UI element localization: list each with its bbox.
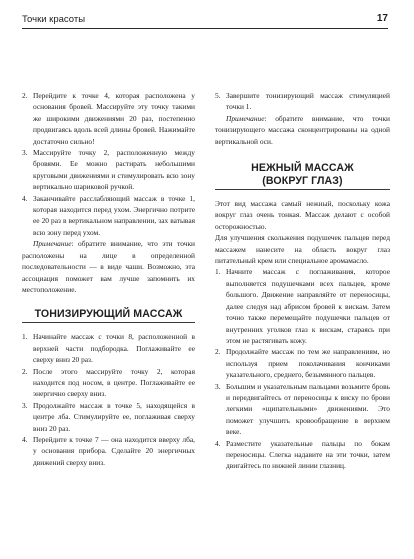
step-number: 2. (215, 347, 221, 357)
list-item (22, 147, 195, 193)
note-paragraph (215, 113, 390, 147)
relaxing-massage-steps-continued (22, 90, 195, 238)
toning-massage-steps-continued (215, 90, 390, 113)
gentle-massage-steps (215, 266, 390, 471)
step-number: 5. (215, 91, 221, 100)
step-text: После этого массируйте точку 2, которая находится под носом, в центре. Поглаживайте ее энергично сверху вниз. (33, 366, 195, 399)
step-number: 3. (22, 400, 28, 410)
step-number: 3. (22, 148, 28, 158)
list-item (215, 346, 390, 380)
list-item (22, 90, 195, 147)
step-number: 4. (22, 193, 28, 203)
step-number: 1. (215, 267, 221, 277)
heading-line: НЕЖНЫЙ МАССАЖ (251, 162, 354, 175)
step-number: 2. (22, 366, 28, 376)
step-text: Продолжайте массаж по тем же направлениям, но используя прием поколачивания кончиками указательного, среднего, безымянного пальцев. (226, 347, 390, 380)
page-number: 17 (376, 13, 388, 24)
step-text: Перейдите к точке 4, которая расположена у основания бровей. Массируйте эту точку такими же широкими движениями 20 раз, постепенно продвигаясь вдоль всей длины бровей. Нажимайте достаточно сильно! (33, 91, 195, 146)
section-title: Точки красоты (22, 14, 86, 25)
step-text: Большим и указательным пальцами возьмите бровь и передвигайтесь от переносицы к виску по брови легкими «щипательными» движениями. Это поможет улучшить кровообращение в верхнем веке. (226, 381, 390, 437)
step-number: 1. (22, 332, 28, 342)
step-number: 2. (22, 91, 28, 100)
list-item (22, 193, 195, 239)
list-item (22, 366, 195, 400)
list-item (215, 90, 390, 113)
step-text: Перейдите к точке 7 — она находится вверху лба, у основания прибора. Сделайте 20 энергичных движений сверху вниз. (33, 434, 195, 467)
step-text: Массируйте точку 2, расположенную между бровями. Ее можно растирать небольшими круговыми движениями и стимулировать всю зону вертикально шариковой ручкой. (33, 148, 195, 192)
intro-paragraph: Для улучшения скольжения подушечек пальцев перед массажем нанесите на область вокруг глаз питательный крем или специальное аромамасло. (215, 233, 390, 266)
step-text: Начинайте массаж с точки 8, расположенной в верхней части подбородка. Поглаживайте ее сверху вниз 20 раз. (33, 332, 195, 365)
list-item (215, 266, 390, 346)
step-number: 3. (215, 381, 221, 391)
step-text: Заканчивайте расслабляющий массаж в точке 1, которая находится перед ухом. Энергично потрите ее 20 раз в вертикальном направлении, зах ватывая всю зону перед ухом. (33, 193, 195, 237)
left-column (22, 90, 195, 468)
toning-massage-steps (22, 331, 195, 468)
right-column (215, 90, 390, 472)
note-label: Примечание (226, 113, 265, 123)
note-text: : обратите внимание, что точки тонизирующего массажа сконцентрированы на одной вертикальной оси. (215, 113, 390, 146)
step-number: 4. (22, 434, 28, 444)
note-paragraph (22, 238, 195, 295)
step-text: Продолжайте массаж в точке 5, находящейся в центре лба. Стимулируйте ее, поглаживая сверху вниз 20 раз. (33, 400, 195, 433)
step-text: Начните массаж с поглаживания, которое выполняется подушечками всех пальцев, кроме большого. Движение направляйте от переносицы, далее следуя над абрисом бровей к вискам. Затем точно также перемещайте подушечки пальцев от внутренних уголков глаз к вискам, стараясь при этом не растягивать кожу. (226, 267, 390, 345)
list-item (22, 331, 195, 365)
note-label: Примечание (33, 239, 72, 249)
step-text: Завершите тонизирующий массаж стимуляцией точки 1. (226, 91, 390, 112)
note-text: : обратите внимание, что эти точки расположены на лице в определенной последовательности — в виде чаши. Возможно, эта ассоциация поможет вам лучше запомнить их местоположение. (22, 239, 195, 294)
section-heading-toning-massage: ТОНИЗИРУЮЩИЙ МАССАЖ (22, 307, 195, 323)
intro-paragraph: Этот вид массажа самый нежный, поскольку кожа вокруг глаз очень тонкая. Массаж делают с особой осторожностью. (215, 199, 390, 231)
step-number: 4. (215, 438, 221, 448)
list-item (215, 381, 390, 438)
heading-subline: (ВОКРУГ ГЛАЗ) (262, 175, 343, 188)
list-item (22, 434, 195, 468)
list-item (215, 438, 390, 472)
step-text: Разместите указательные пальцы по бокам переносицы. Слегка надавите на эти точки, затем двигайтесь по нижней линии глазниц. (226, 438, 390, 471)
running-header (22, 13, 388, 29)
section-heading-gentle-massage (215, 162, 390, 190)
list-item (22, 400, 195, 434)
